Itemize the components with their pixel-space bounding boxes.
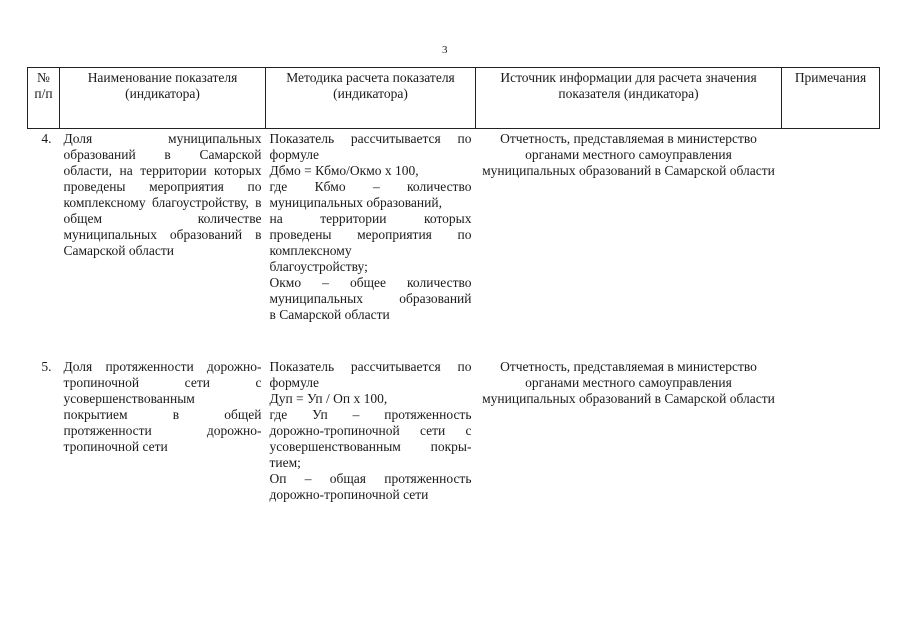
indicator-name: Доля муниципальных образований в Самарской области, на территории которых проведены мероприятия по комплексному благоустройству, в общем количестве муниципальных образований в Самарской области <box>63 131 262 258</box>
method-line: дорожно-тропиночной сети <box>269 487 429 502</box>
method-line: Показатель рассчитывается по <box>269 359 472 374</box>
method-line: формуле <box>269 147 319 162</box>
method-line: муниципальных образований <box>269 291 472 306</box>
method-line: тием; <box>269 455 301 470</box>
method-line: дорожно-тропиночной сети с <box>269 423 472 438</box>
calculation-method <box>266 129 476 354</box>
method-line: где Уп – протяженность <box>269 407 472 422</box>
method-line: в Самарской области <box>269 307 390 322</box>
method-line: Оп – общая протяженность <box>269 471 472 486</box>
method-line: Окмо – общее количество <box>269 275 472 290</box>
method-line: Дбмо = Кбмо/Окмо х 100, <box>269 163 419 178</box>
method-line: усовершенствованным покры- <box>269 439 472 454</box>
row-number: 5. <box>41 359 52 374</box>
method-line: на территории которых <box>269 211 472 226</box>
header-note: Примечания <box>782 68 880 129</box>
table-row <box>28 129 880 354</box>
method-line: муниципальных образований, <box>269 195 442 210</box>
header-method: Методика расчета показателя (индикатора) <box>266 68 476 129</box>
information-source: Отчетность, представляемая в министерство органами местного самоуправления муниципальных образований в Самарской области <box>482 359 775 406</box>
method-line: где Кбмо – количество <box>269 179 472 194</box>
information-source: Отчетность, представляемая в министерство органами местного самоуправления муниципальных образований в Самарской области <box>482 131 775 178</box>
indicators-table <box>27 67 880 503</box>
note-cell <box>782 353 880 503</box>
note-cell <box>782 129 880 354</box>
indicator-name: Доля протяженности дорожно-тропиночной сети с усовершенствованным покрытием в общей протяженности дорожно-тропиночной сети <box>63 359 262 454</box>
row-number: 4. <box>41 131 52 146</box>
calculation-method <box>266 353 476 503</box>
method-line: благоустройству; <box>269 259 368 274</box>
table-header-row <box>28 68 880 129</box>
table-row <box>28 353 880 503</box>
method-line: комплексному <box>269 243 352 258</box>
header-num: № п/п <box>28 68 60 129</box>
method-line: Показатель рассчитывается по <box>269 131 472 146</box>
method-line: проведены мероприятия по <box>269 227 472 242</box>
header-name: Наименование показателя (индикатора) <box>60 68 266 129</box>
header-source: Источник информации для расчета значения показателя (индикатора) <box>476 68 782 129</box>
page-number: 3 <box>442 44 448 56</box>
method-line: Дуп = Уп / Оп х 100, <box>269 391 388 406</box>
method-line: формуле <box>269 375 319 390</box>
